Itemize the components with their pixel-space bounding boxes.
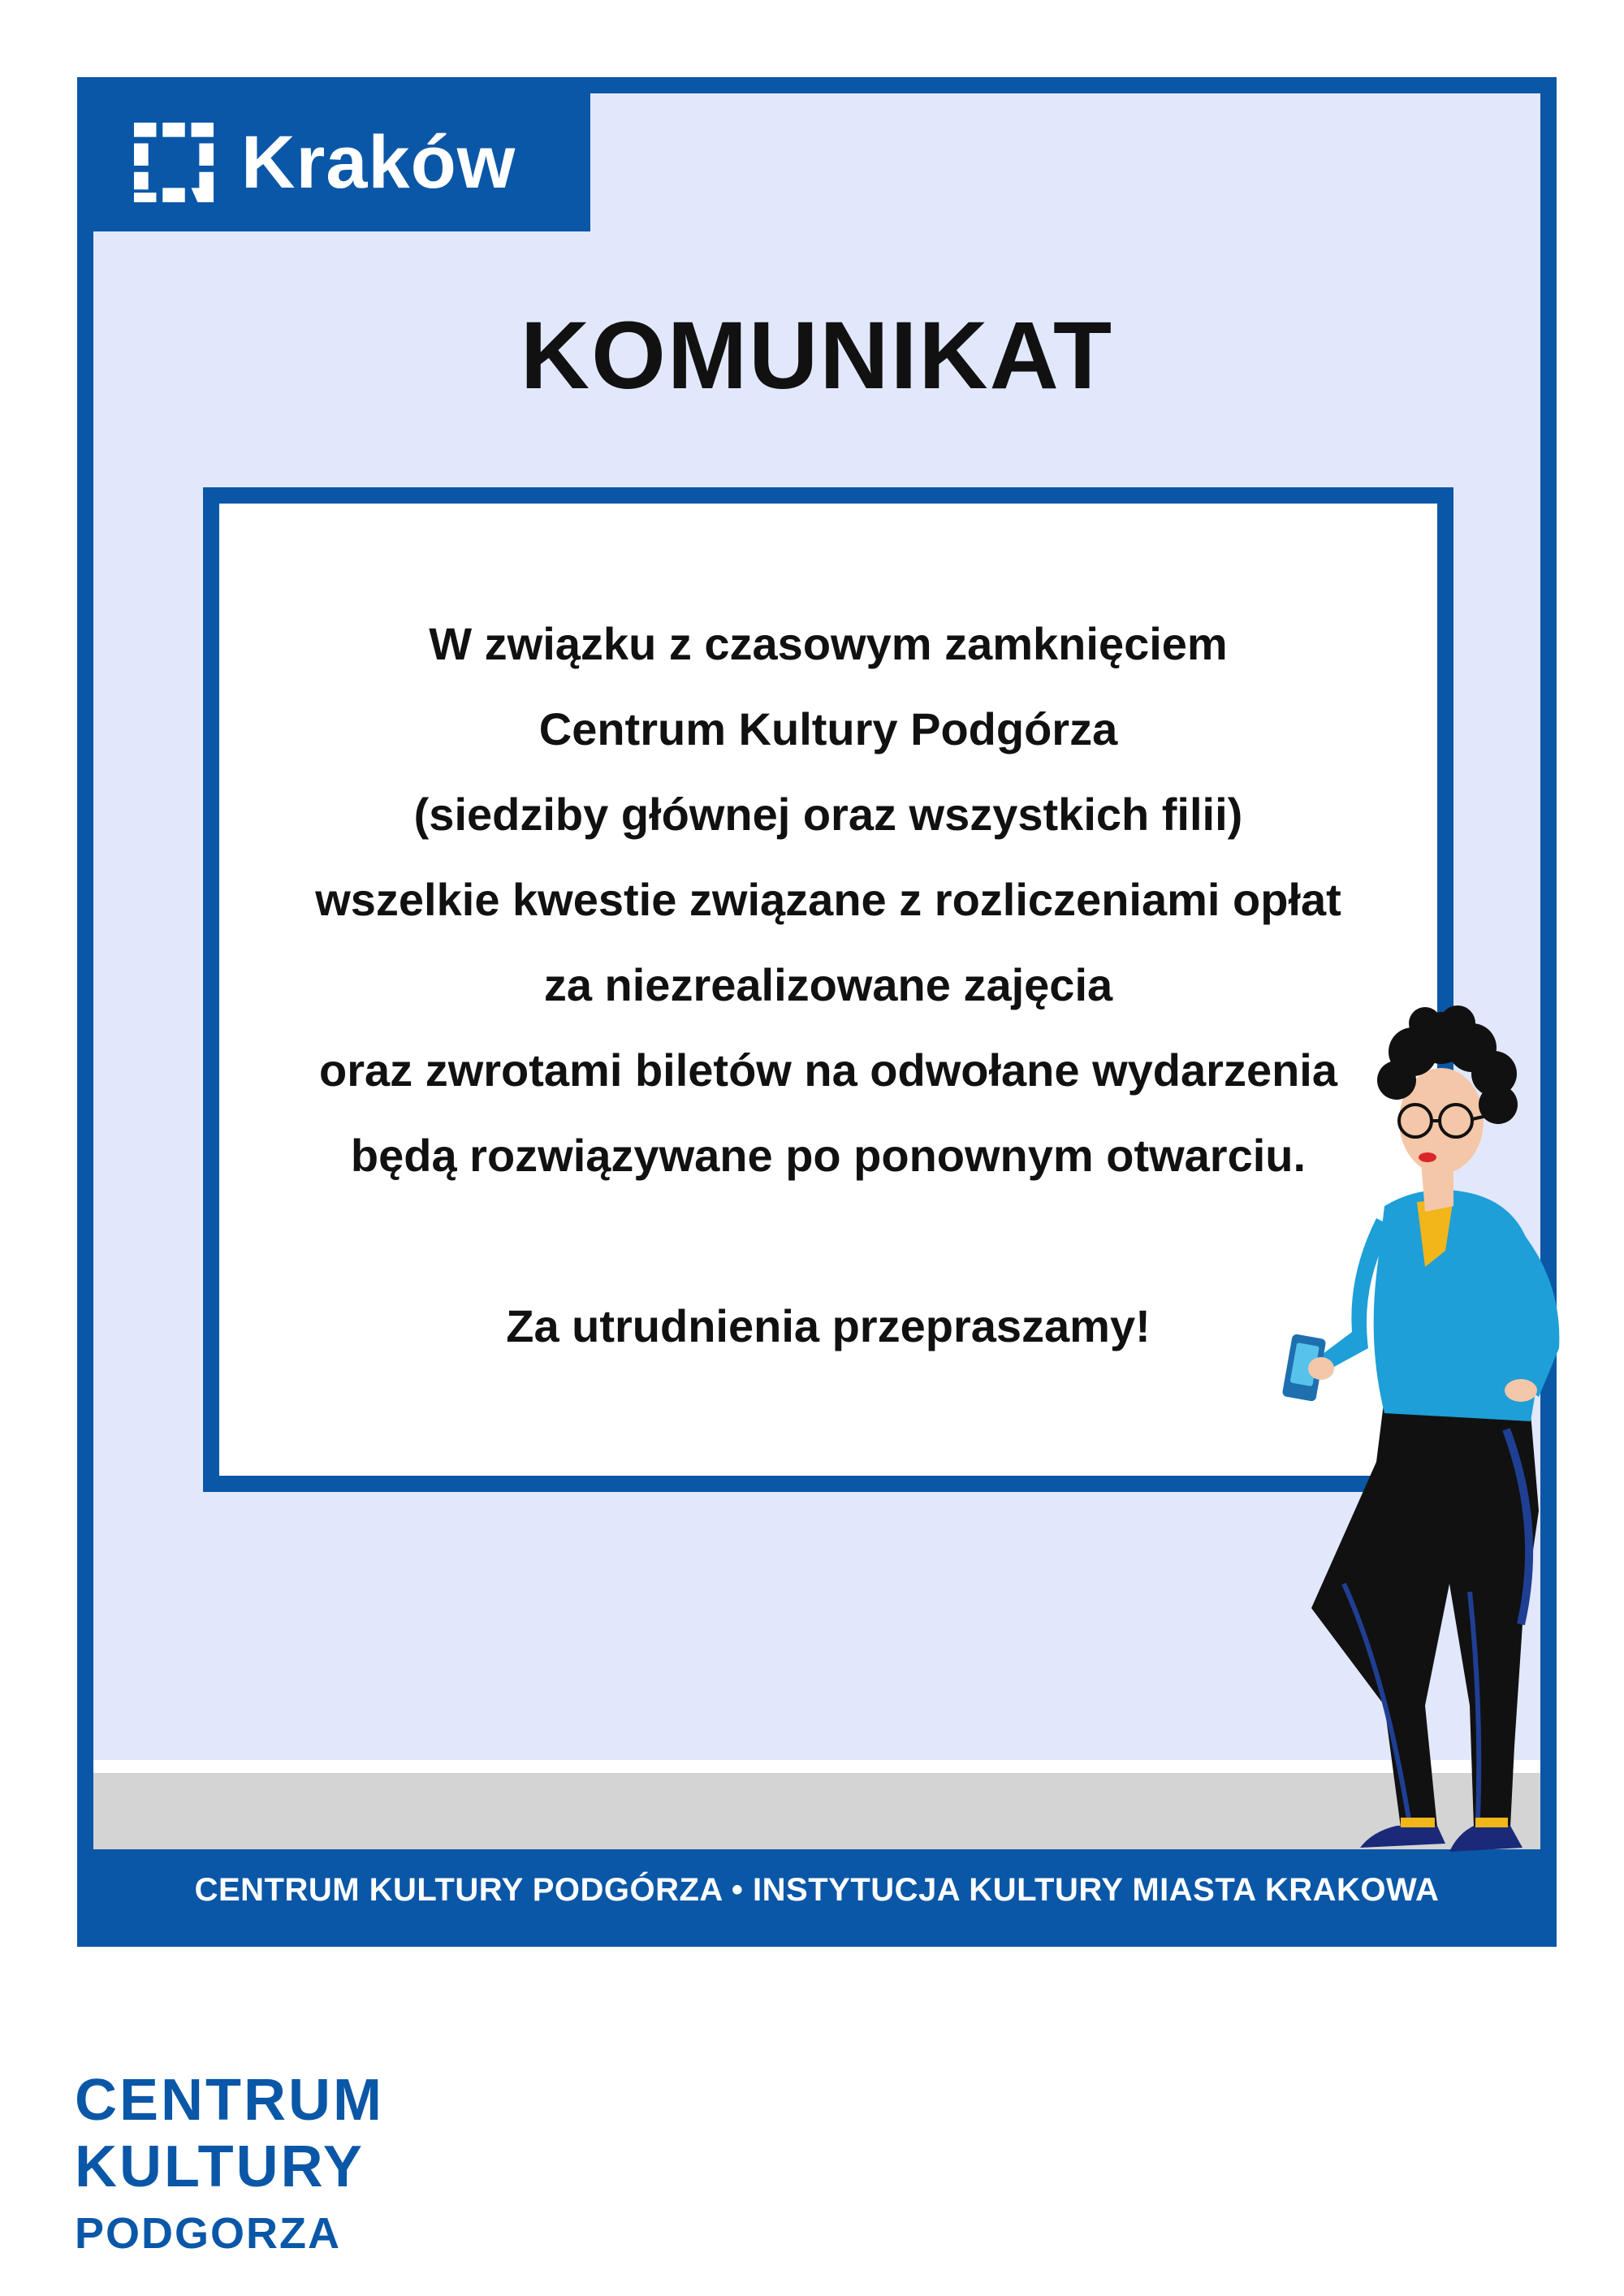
woman-illustration [1263, 893, 1604, 1933]
krakow-logo [93, 93, 590, 231]
message-line: będą rozwiązywane po ponownym otwarciu. [350, 1130, 1307, 1181]
message-line: W związku z czasowym zamknięciem [429, 618, 1228, 669]
krakow-emblem-icon [134, 123, 214, 202]
logo-line: CENTRUM [75, 2068, 384, 2133]
message-line: (siedziby głównej oraz wszystkich filii) [413, 789, 1243, 840]
message-line: Centrum Kultury Podgórza [538, 703, 1118, 755]
centrum-kultury-logo [75, 2067, 384, 2267]
logo-line: PODGORZA [75, 2209, 342, 2258]
logo-line: KULTURY [75, 2134, 365, 2199]
page-title: KOMUNIKAT [520, 302, 1114, 409]
message-line: wszelkie kwestie związane z rozliczeniami opłat [315, 874, 1341, 925]
message-text [219, 601, 1437, 1369]
message-line: oraz zwrotami biletów na odwołane wydarzenia [318, 1044, 1337, 1096]
footer-text: CENTRUM KULTURY PODGÓRZA • INSTYTUCJA KULTURY MIASTA KRAKOWA [194, 1871, 1440, 1908]
message-closing: Za utrudnienia przepraszamy! [506, 1300, 1151, 1351]
message-line: za niezrealizowane zajęcia [543, 959, 1113, 1010]
logo-text: Kraków [241, 120, 516, 204]
